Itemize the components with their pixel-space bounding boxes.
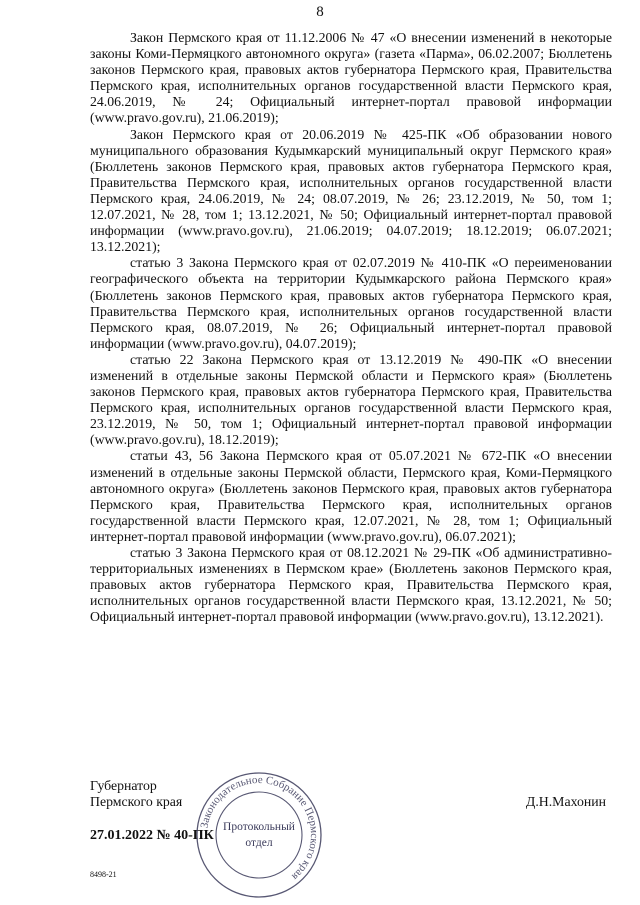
paragraph-law-29: статью 3 Закона Пермского края от 08.12.2021 № 29-ПК «Об административно-территориальных изменениях в Пермском крае» (Бюллетень законов Пермского края, правовых актов губернатора Пермского края, Правительства Пермского края, исполнительных органов государственной власти Пермского края, 13.12.2021, № 50; Официальный интернет-портал правовой информации (www.pravo.gov.ru), 13.12.2021). — [90, 545, 612, 625]
stamp-ring-text: Законодательное Собрание Пермского края — [198, 773, 321, 883]
document-date-number: 27.01.2022 № 40-ПК — [90, 828, 214, 843]
paragraph-law-490: статью 22 Закона Пермского края от 13.12.2019 № 490-ПК «О внесении изменений в отдельные законы Пермской области и Пермского края» (Бюллетень законов Пермского края, правовых актов губернатора Пермского края, Правительства Пермского края, исполнительных органов государственной власти Пермского края, 23.12.2019, № 50, том 1; Официальный интернет-портал правовой информации (www.pravo.gov.ru), 18.12.2019); — [90, 351, 612, 448]
signatory-title-line1: Губернатор — [90, 778, 157, 793]
document-body — [90, 30, 612, 625]
print-code: 8498-21 — [90, 870, 117, 879]
paragraph-law-410: статью 3 Закона Пермского края от 02.07.2019 № 410-ПК «О переименовании географического объекта на территории Кудымкарского района Пермского края» (Бюллетень законов Пермского края, правовых актов губернатора Пермского края, Правительства Пермского края, исполнительных органов государственной власти Пермского края, 08.07.2019, № 26; Официальный интернет-портал правовой информации (www.pravo.gov.ru), 04.07.2019); — [90, 255, 612, 351]
stamp-seal-icon — [194, 770, 324, 900]
stamp-center-line2: отдел — [245, 837, 273, 849]
page-number: 8 — [316, 4, 324, 20]
paragraph-law-47: Закон Пермского края от 11.12.2006 № 47 «О внесении изменений в некоторые законы Коми-Пермяцкого автономного округа» (газета «Парма», 06.02.2007; Бюллетень законов Пермского края, правовых актов губернатора Пермского края, Правительства Пермского края, исполнительных органов государственной власти Пермского края, 24.06.2019, № 24; Официальный интернет-портал правовой информации (www.pravo.gov.ru), 21.06.2019); — [90, 30, 612, 126]
signatory-title-line2: Пермского края — [90, 794, 183, 809]
paragraph-law-672: статьи 43, 56 Закона Пермского края от 05.07.2021 № 672-ПК «О внесении изменений в отдельные законы Пермской области, Пермского края, Коми-Пермяцкого автономного округа» (Бюллетень законов Пермского края, правовых актов губернатора Пермского края, Правительства Пермского края, исполнительных органов государственной власти Пермского края, 12.07.2021, № 28, том 1; Официальный интернет-портал правовой информации (www.pravo.gov.ru), 06.07.2021); — [90, 448, 612, 544]
stamp-center-line1: Протокольный — [223, 821, 295, 833]
official-stamp — [194, 770, 324, 900]
paragraph-law-425: Закон Пермского края от 20.06.2019 № 425-ПК «Об образовании нового муниципального образования Кудымкарский муниципальный округ Пермского края» (Бюллетень законов Пермского края, правовых актов губернатора Пермского края, Правительства Пермского края, исполнительных органов государственной власти Пермского края, 24.06.2019, № 24; 08.07.2019, № 26; 23.12.2019, № 50, том 1; 12.07.2021, № 28, том 1; 13.12.2021, № 50; Официальный интернет-портал правовой информации (www.pravo.gov.ru), 21.06.2019; 04.07.2019; 18.12.2019; 06.07.2021; 13.12.2021); — [90, 126, 612, 255]
signatory-name: Д.Н.Махонин — [525, 794, 606, 809]
signatory-title — [90, 778, 182, 810]
